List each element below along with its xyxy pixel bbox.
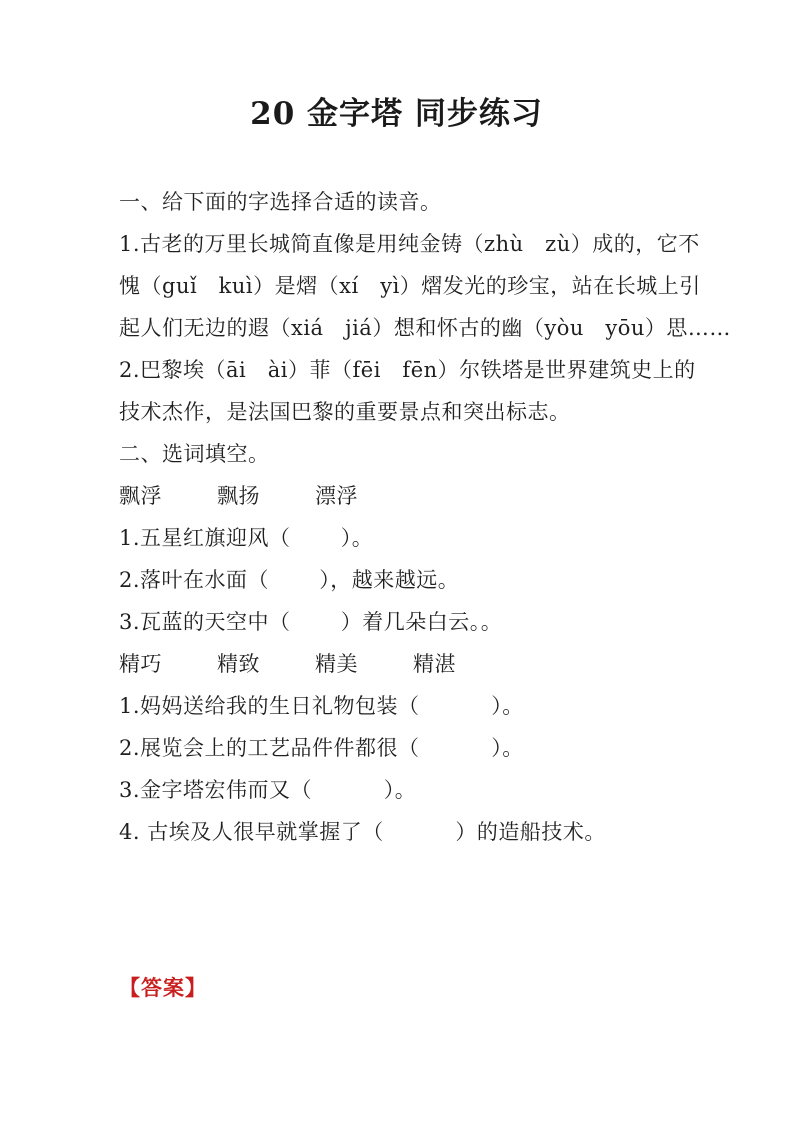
section2-group1-item3: 3.瓦蓝的天空中（ ）着几朵白云。。 [119, 610, 503, 634]
answer-section [119, 967, 793, 1009]
section2-group2-item2: 2.展览会上的工艺品件件都很（ ）。 [119, 736, 524, 760]
section1-item2-line1: 2.巴黎埃（āi ài）菲（fēi fēn）尔铁塔是世界建筑史上的 [119, 358, 696, 382]
word-bank-2 [119, 643, 733, 685]
word-bank-2-option-4: 精湛 [413, 652, 456, 676]
section2-group2-item3: 3.金字塔宏伟而又（ ）。 [119, 778, 417, 802]
word-bank-1-option-2: 飘扬 [217, 484, 260, 508]
section2-group2-item4: 4. 古埃及人很早就掌握了（ ）的造船技术。 [119, 820, 606, 844]
section1-item1-line1: 1.古老的万里长城简直像是用纯金铸（zhù zù）成的，它不 [119, 232, 700, 256]
word-bank-1-option-3: 漂浮 [315, 484, 358, 508]
section1-heading: 一、给下面的字选择合适的读音。 [119, 190, 442, 214]
section2-group2-item1: 1.妈妈送给我的生日礼物包装（ ）。 [119, 694, 524, 718]
section2-heading: 二、选词填空。 [119, 442, 270, 466]
worksheet-body [119, 181, 733, 853]
section1-item1-line3: 起人们无边的遐（xiá jiá）想和怀古的幽（yòu yōu）思…… [119, 316, 731, 340]
section1-item2-line2: 技术杰作，是法国巴黎的重要景点和突出标志。 [119, 400, 571, 424]
word-bank-2-option-2: 精致 [217, 652, 260, 676]
word-bank-1 [119, 475, 733, 517]
section1-item1-line2: 愧（guǐ kuì）是熠（xí yì）熠发光的珍宝，站在长城上引 [119, 274, 701, 298]
word-bank-2-option-1: 精巧 [119, 652, 162, 676]
section2-group1-item2: 2.落叶在水面（ ），越来越远。 [119, 568, 460, 592]
page-title: 20 金字塔 同步练习 [250, 96, 543, 132]
word-bank-2-option-3: 精美 [315, 652, 358, 676]
word-bank-1-option-1: 飘浮 [119, 484, 162, 508]
section2-group1-item1: 1.五星红旗迎风（ ）。 [119, 526, 374, 550]
answer-label: 【答案】 [119, 975, 207, 1000]
